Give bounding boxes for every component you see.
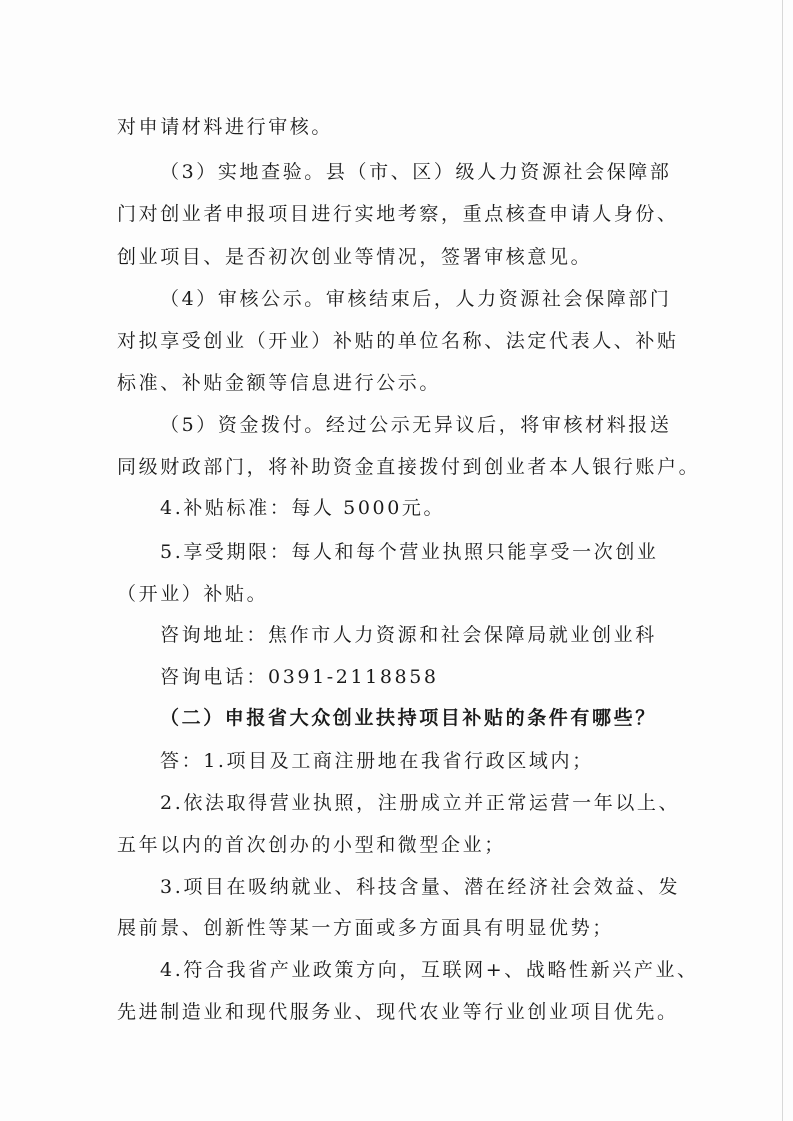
text-line-21: 4.符合我省产业政策方向，互联网+、战略性新兴产业、 (160, 959, 699, 981)
text-line-12: （开业）补贴。 (117, 583, 269, 605)
section-heading: （二）申报省大众创业扶持项目补贴的条件有哪些？ (160, 707, 657, 729)
text-line-1: 对申请材料进行审核。 (117, 116, 334, 138)
text-line-22: 先进制造业和现代服务业、现代农业等行业创业项目优先。 (117, 1001, 679, 1023)
text-line-19: 3.项目在吸纳就业、科技含量、潜在经济社会效益、发 (160, 876, 681, 898)
text-line-9: 同级财政部门，将补助资金直接拨付到创业者本人银行账户。 (117, 456, 701, 478)
text-line-13: 咨询地址：焦作市人力资源和社会保障局就业创业科 (160, 624, 657, 646)
text-line-18: 五年以内的首次创办的小型和微型企业； (117, 834, 506, 856)
text-line-8: （5）资金拨付。经过公示无异议后，将审核材料报送 (160, 414, 672, 436)
scan-edge-divider (782, 0, 783, 1121)
text-line-6: 对拟享受创业（开业）补贴的单位名称、法定代表人、补贴 (117, 330, 679, 352)
text-line-20: 展前景、创新性等某一方面或多方面具有明显优势； (117, 917, 614, 939)
text-line-2: （3）实地查验。县（市、区）级人力资源社会保障部 (160, 161, 672, 183)
text-line-11: 5.享受期限：每人和每个营业执照只能享受一次创业 (160, 541, 659, 563)
text-line-7: 标准、补贴金额等信息进行公示。 (117, 372, 442, 394)
text-line-10: 4.补贴标准：每人 5000元。 (160, 497, 446, 519)
text-line-17: 2.依法取得营业执照，注册成立并正常运营一年以上、 (160, 792, 681, 814)
text-line-4: 创业项目、是否初次创业等情况，签署审核意见。 (117, 246, 593, 268)
text-line-3: 门对创业者申报项目进行实地考察，重点核查申请人身份、 (117, 203, 679, 225)
text-line-16: 答：1.项目及工商注册地在我省行政区域内； (160, 750, 594, 772)
text-line-5: （4）审核公示。审核结束后，人力资源社会保障部门 (160, 288, 672, 310)
text-line-14: 咨询电话：0391-2118858 (160, 666, 439, 688)
